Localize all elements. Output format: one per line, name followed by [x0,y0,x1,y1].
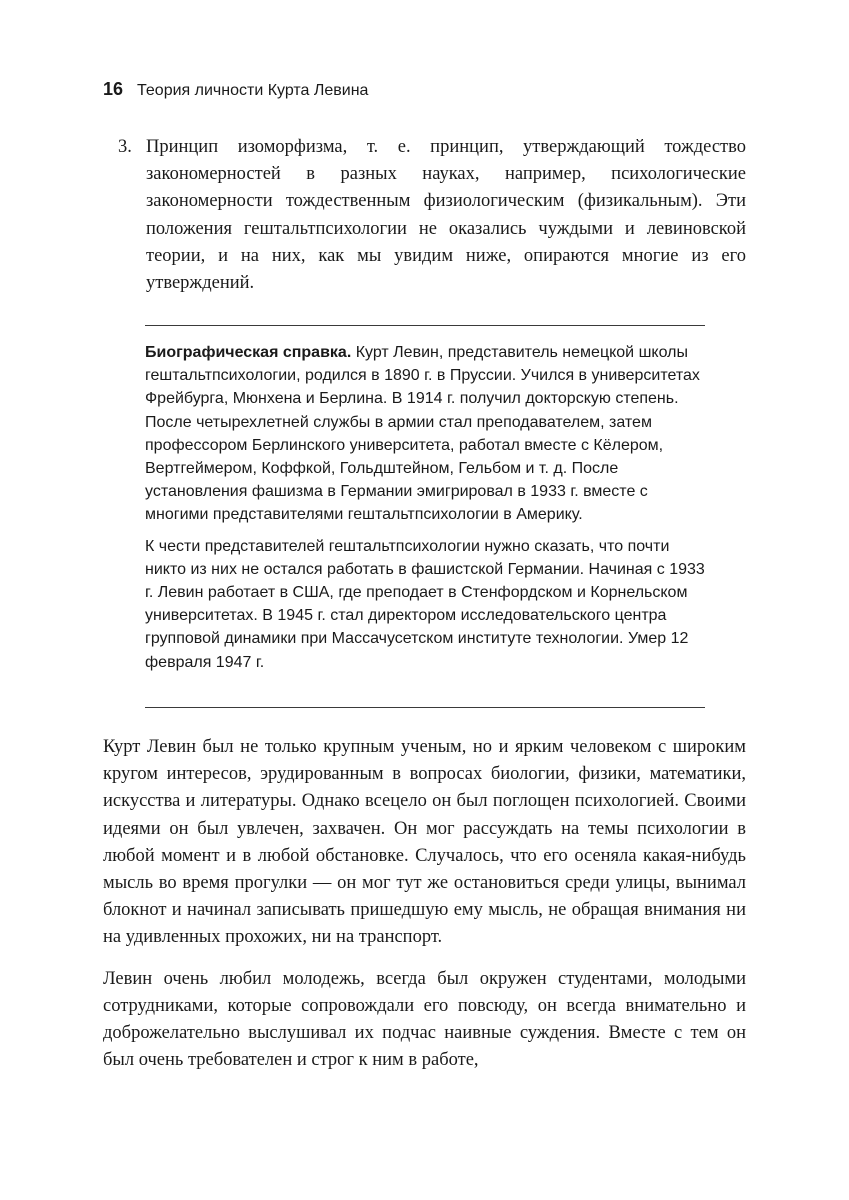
list-item-text: Принцип изоморфизма, т. е. принцип, утверждающий тождество закономерностей в разных науках, например, психологические закономерности тождественным физиологическим (физикальным). Эти положения гештальтпсихологии не оказались чуждыми и левиновской теории, и на них, как мы увидим ниже, опираются многие из его утверждений. [146,137,746,294]
bio-paragraph-1 [145,341,705,527]
page-number: 16 [103,79,124,99]
bio-box-bottom-rule [145,707,705,708]
body-paragraph-1: Курт Левин был не только крупным ученым, но и ярким человеком с широким кругом интересов, эрудированным в вопросах биологии, физики, математики, искусства и литературы. Однако всецело он был поглощен психологией. Своими идеями он был увлечен, захвачен. Он мог рассуждать на темы психологии в любой момент и в любой обстановке. Случалось, что его осеняла какая-нибудь мысль во время прогулки — он мог тут же остановиться среди улицы, вынимал блокнот и начинал записывать пришедшую ему мысль, не обращая внимания ни на удивленных прохожих, ни на транспорт. [103,737,746,948]
running-head [103,78,753,102]
biography-box [145,341,705,674]
body-paragraph-2: Левин очень любил молодежь, всегда был окружен студентами, молодыми сотрудниками, которые сопровождали его повсюду, он всегда внимательно и доброжелательно выслушивал их подчас наивные суждения. Вместе с тем он был очень требователен и строг к ним в работе, [103,968,746,1071]
book-title: Теория личности Курта Левина [137,82,369,99]
list-item-number: 3. [118,137,132,157]
bio-paragraph-1-text: Курт Левин, представитель немецкой школы гештальтпсихологии, родился в 1890 г. в Пруссии. Учился в университетах Фрейбурга, Мюнхена и Берлина. В 1914 г. получил докторскую степень. После четырехлетней службы в армии стал преподавателем, затем профессором Берлинского университета, работал вместе с Кёлером, Вертгеймером, Коффкой, Гольдштейном, Гельбом и т. д. После установления фашизма в Германии эмигрировал в 1933 г. вместе с многими представителями гештальтпсихологии в Америку. [145,344,700,524]
bio-title: Биографическая справка. [145,344,352,361]
numbered-list-item [118,134,746,297]
bio-paragraph-2: К чести представителей гештальтпсихологии нужно сказать, что почти никто из них не остался работать в фашистской Германии. Начиная с 1933 г. Левин работает в США, где преподает в Стенфордском и Корнельском университетах. В 1945 г. стал директором исследовательского центра групповой динамики при Массачусетском институте технологии. Умер 12 февраля 1947 г. [145,537,705,671]
body-text [103,734,746,1074]
bio-box-top-rule [145,325,705,326]
